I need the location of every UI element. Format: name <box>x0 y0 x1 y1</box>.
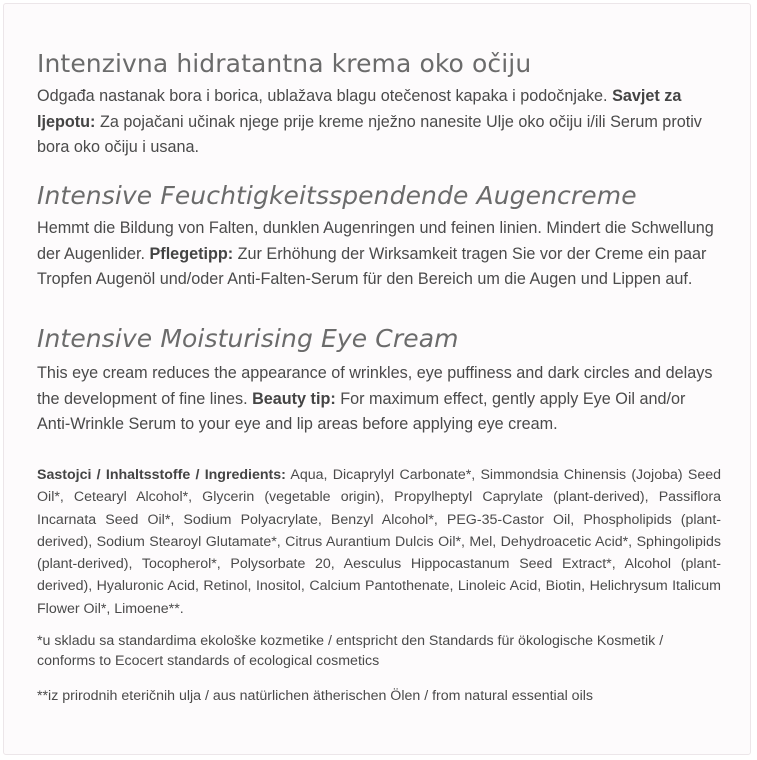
ingredients-label: Sastojci / Inhaltsstoffe / Ingredients: <box>37 467 286 483</box>
footnote-ecocert: *u skladu sa standardima ekološke kozmetike / entspricht den Standards für ökologische Kosmetik / conforms to Ecocert standards of ecological cosmetics <box>37 633 664 669</box>
beauty-tip-label-croatian: Savjet za ljepotu: <box>37 87 682 131</box>
care-tip-german-text: Zur Erhöhung der Wirksamkeit tragen Sie vor der Creme ein paar Tropfen Augenöl und/oder Anti-Falten-Serum für den Bereich um die Augen und Lippen auf. <box>37 244 707 288</box>
title-german: Intensive Feuchtigkeitsspendende Augencreme <box>37 181 637 210</box>
beauty-tip-label-english: Beauty tip: <box>252 389 336 408</box>
ingredients-text: Aqua, Dicaprylyl Carbonate*, Simmondsia Chinensis (Jojoba) Seed Oil*, Cetearyl Alcohol*, Glycerin (vegetable origin), Propylheptyl Caprylate (plant-derived), Passiflora Incarnata Seed Oil*, Sodium Polyacrylate, Benzyl Alcohol*, PEG-35-Castor Oil, Phospholipids (plant-derived), Sodium Stearoyl Glutamate*, Citrus Aurantium Dulcis Oil*, Mel, Dehydroacetic Acid*, Sphingolipids (plant-derived), Tocopherol*, Polysorbate 20, Aesculus Hippocastanum Seed Extract*, Alcohol (plant-derived), Hyaluronic Acid, Retinol, Inositol, Calcium Pantothenate, Linoleic Acid, Biotin, Helichrysum Italicum Flower Oil*, Limoene**. <box>37 467 721 617</box>
ingredients-list <box>37 464 721 620</box>
description-croatian-text: Odgađa nastanak bora i borica, ublažava blagu otečenost kapaka i podočnjake. <box>37 87 608 105</box>
beauty-tip-english-text: For maximum effect, gently apply Eye Oil and/or Anti-Wrinkle Serum to your eye and lip areas before applying eye cream. <box>37 389 686 433</box>
care-tip-label-german: Pflegetipp: <box>149 244 234 263</box>
description-german-text: Hemmt die Bildung von Falten, dunklen Augenringen und feinen linien. Mindert die Schwellung der Augenlider. <box>37 219 714 263</box>
description-english-text: This eye cream reduces the appearance of wrinkles, eye puffiness and dark circles and delays the development of fine lines. <box>37 364 713 408</box>
title-english: Intensive Moisturising Eye Cream <box>37 324 459 353</box>
description-english <box>37 361 721 438</box>
beauty-tip-croatian-text: Za pojačani učinak njege prije kreme nježno nanesite Ulje oko očiju i/ili Serum protiv bora oko očiju i usana. <box>37 112 702 156</box>
description-croatian <box>37 84 721 161</box>
footnote-essential-oils: **iz prirodnih eteričnih ulja / aus natürlichen ätherischen Ölen / from natural essential oils <box>37 688 593 704</box>
label-panel <box>3 3 751 755</box>
title-croatian: Intenzivna hidratantna krema oko očiju <box>37 49 532 78</box>
description-german <box>37 216 721 293</box>
